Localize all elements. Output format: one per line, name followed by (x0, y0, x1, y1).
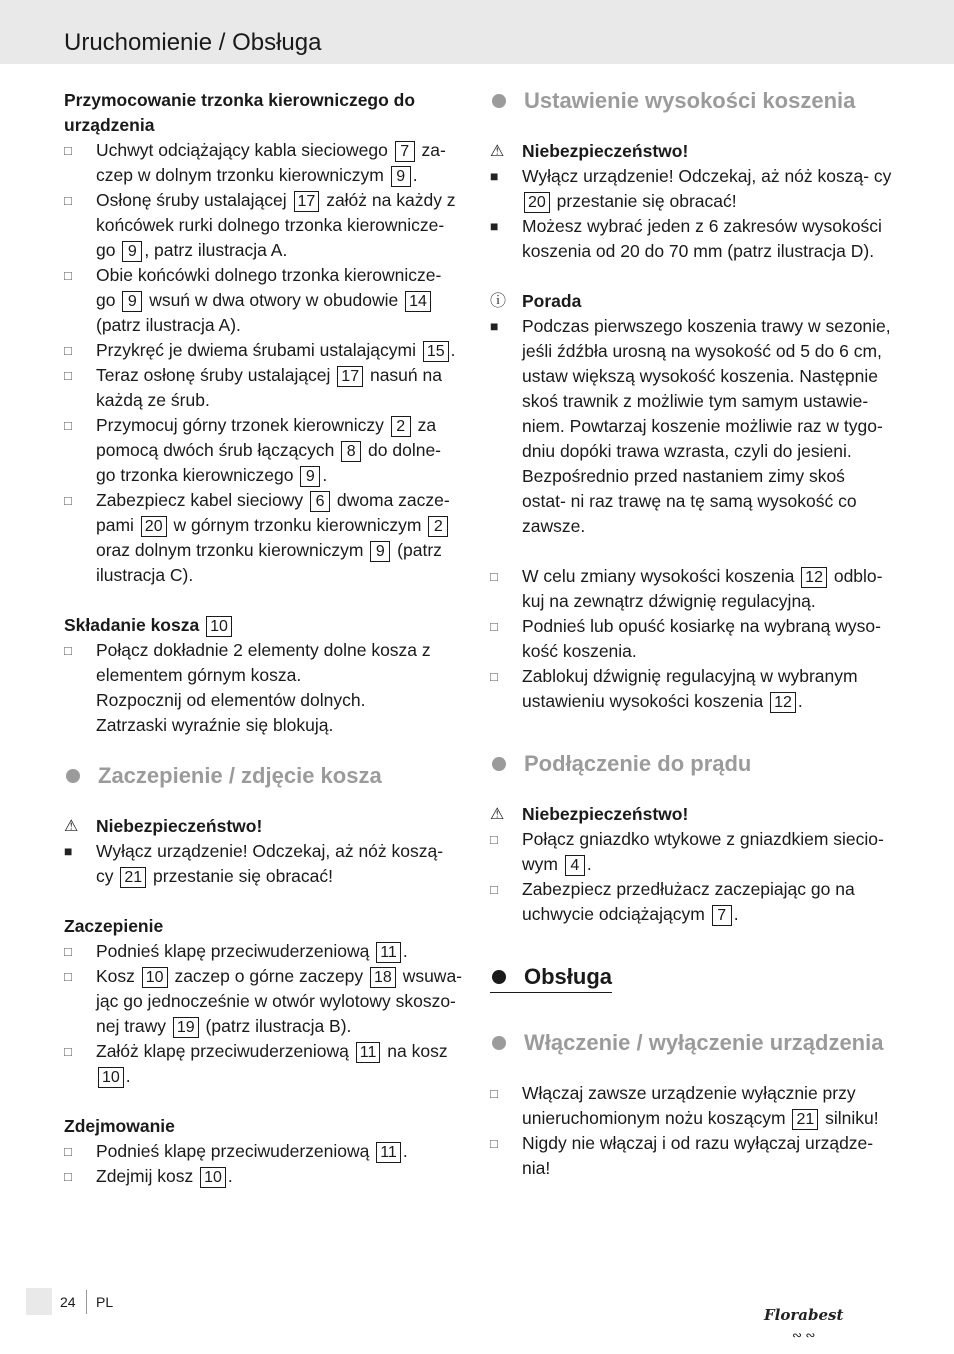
item-text: w górnym trzonku kierowniczym (168, 515, 427, 535)
item-text: Zdejmij kosz (96, 1166, 199, 1186)
hook-section-heading: Zaczepienie / zdjęcie kosza (64, 763, 464, 789)
ref-number: 11 (376, 942, 401, 963)
item-text: . (733, 904, 739, 924)
list-item (64, 263, 464, 338)
list-item: ■ Możesz wybrać jeden z 6 zakresów wysokości koszenia od 20 do 70 mm (patrz ilustracja D). (490, 214, 892, 264)
checkbox-square-icon: □ (64, 343, 72, 358)
ref-number: 15 (423, 341, 449, 362)
checkbox-square-icon: □ (64, 643, 72, 658)
item-text: za- czep w dolnym trzonku kierowniczym (96, 140, 446, 185)
checkbox-square-icon: □ (64, 969, 72, 984)
item-text: . (586, 854, 592, 874)
onoff-list (490, 1081, 892, 1181)
mount-subheading: Przymocowanie trzonka kierowniczego do urządzenia (64, 90, 416, 135)
height-steps-list (490, 564, 892, 714)
item-text: na kosz (382, 1041, 448, 1061)
section-bullet-icon (66, 769, 80, 783)
list-item (490, 877, 892, 927)
basket-title: Składanie kosza (64, 615, 200, 635)
basket-step-3: Zatrzaski wyraźnie się blokują. (96, 715, 334, 735)
item-text: (patrz ilustracja C). (96, 540, 442, 585)
tip-item: ■ Podczas pierwszego koszenia trawy w sezonie, jeśli źdźbła urosną na wysokość od 5 do 6 cm, ustaw większą wysokość koszenia. Następnie skoś trawnik z możliwie tym samym ustawie- niem. Powtarzaj koszenie możliwie raz w tygo- dniu dopóki trawa wzrasta, czyli do jesieni. Bezpośrednio przed nastaniem zimy skoś ostat- ni raz trawę na tę samą wysokość co zawsze. (490, 314, 892, 539)
checkbox-square-icon: □ (490, 569, 498, 584)
right-column (490, 88, 892, 1181)
ref-number: 2 (391, 416, 411, 437)
language-code: PL (96, 1294, 114, 1310)
item-text: nasuń na każdą ze śrub. (96, 365, 442, 410)
attach-subheading: Zaczepienie (64, 916, 164, 936)
checkbox-square-icon: □ (490, 1136, 498, 1151)
attach-list (64, 939, 464, 1089)
checkbox-square-icon: □ (64, 944, 72, 959)
list-item (64, 488, 464, 588)
checkbox-square-icon: □ (64, 368, 72, 383)
page-number: 24 (60, 1294, 76, 1310)
list-item (64, 939, 464, 964)
ref-number: 12 (770, 692, 796, 713)
operation-section-heading: Obsługa (490, 964, 612, 993)
item-text: Zablokuj dźwignię regulacyjną w wybranym ustawieniu wysokości koszenia (522, 666, 858, 711)
item-text: Podnieś klapę przeciwuderzeniową (96, 941, 375, 961)
section-bullet-icon (492, 94, 506, 108)
list-item (64, 338, 464, 363)
list-item (64, 1039, 464, 1089)
list-item (64, 839, 464, 889)
item-text: oraz dolnym trzonku kierowniczym (96, 540, 369, 560)
item-text: Zabezpiecz przedłużacz zaczepiając go na uchwycie odciążającym (522, 879, 855, 924)
list-item (490, 664, 892, 714)
remove-subheading: Zdejmowanie (64, 1116, 175, 1136)
checkbox-square-icon: □ (64, 268, 72, 283)
item-text: W celu zmiany wysokości koszenia (522, 566, 800, 586)
item-text: Połącz gniazdko wtykowe z gniazdkiem siecio- wym (522, 829, 884, 874)
item-text: załóż na każdy z końcówek rurki dolnego trzonka kierownicze- go (96, 190, 456, 260)
checkbox-square-icon: □ (490, 882, 498, 897)
item-text: dwoma zacze- pami (96, 490, 450, 535)
item-text: Włączaj zawsze urządzenie wyłącznie przy unieruchomionym nożu koszącym (522, 1083, 856, 1128)
brand-logo: Florabest (764, 1306, 844, 1324)
checkbox-square-icon: □ (64, 1044, 72, 1059)
item-text: Teraz osłonę śruby ustalającej (96, 365, 336, 385)
list-item (490, 164, 892, 214)
basket-step-1: Połącz dokładnie 2 elementy dolne kosza z elementem górnym kosza. (96, 640, 431, 685)
list-item (490, 564, 892, 614)
checkbox-square-icon: □ (490, 1086, 498, 1101)
basket-ref-number: 10 (206, 616, 232, 637)
list-item (64, 188, 464, 263)
filled-square-icon: ■ (490, 318, 499, 334)
list-item (490, 1131, 892, 1181)
page-title: Uruchomienie / Obsługa (64, 29, 322, 56)
ref-number: 14 (405, 291, 431, 312)
ref-number: 11 (356, 1042, 381, 1063)
item-text: Uchwyt odciążający kabla sieciowego (96, 140, 393, 160)
item-text: odblo- kuj na zewnątrz dźwignię regulacyjną. (522, 566, 883, 611)
ref-number: 20 (141, 516, 167, 537)
checkbox-square-icon: □ (64, 493, 72, 508)
filled-square-icon: ■ (490, 218, 499, 234)
list-item (490, 1081, 892, 1131)
tip-heading: ⓘ Porada (490, 289, 892, 314)
item-text: . (402, 1141, 408, 1161)
list-item (64, 1139, 464, 1164)
footer-page-box (26, 1288, 52, 1315)
list-item (490, 827, 892, 877)
ref-number: 11 (376, 1142, 401, 1163)
ref-number: 10 (200, 1167, 226, 1188)
item-text: Przykręć je dwiema śrubami ustalającymi (96, 340, 421, 360)
list-item (490, 614, 892, 664)
item-text: (patrz ilustracja A). (96, 315, 241, 335)
ref-number: 17 (337, 366, 363, 387)
section-bullet-icon (492, 970, 506, 984)
checkbox-square-icon: □ (64, 418, 72, 433)
item-text: Obie końcówki dolnego trzonka kierownicze- go (96, 265, 442, 310)
filled-square-icon: ■ (64, 843, 73, 859)
ref-number: 7 (712, 905, 732, 926)
warning-triangle-icon: ⚠ (64, 818, 79, 835)
section-bullet-icon (492, 757, 506, 771)
item-text: . (402, 941, 408, 961)
height-warning-list (490, 164, 892, 214)
ref-number: 19 (173, 1017, 199, 1038)
hook-warning: ⚠ Niebezpieczeństwo! (64, 814, 464, 839)
list-item (64, 138, 464, 188)
item-text: Zabezpiecz kabel sieciowy (96, 490, 309, 510)
item-text: . (412, 165, 418, 185)
left-column (64, 88, 464, 1189)
power-list (490, 827, 892, 927)
ref-number: 2 (428, 516, 448, 537)
mount-list (64, 138, 464, 588)
ref-number: 9 (300, 466, 320, 487)
item-text: przestanie się obracać! (551, 191, 737, 211)
ref-number: 7 (395, 141, 415, 162)
checkbox-square-icon: □ (64, 1144, 72, 1159)
list-item (64, 964, 464, 1039)
item-text: Kosz (96, 966, 140, 986)
item-text: zaczep o górne zaczepy (169, 966, 369, 986)
section-bullet-icon (492, 1036, 506, 1050)
height-section-heading: Ustawienie wysokości koszenia (490, 88, 892, 114)
logo-swirl-icon: ∾ ∾ (792, 1328, 816, 1342)
item-text: . (450, 340, 456, 360)
item-text: . (797, 691, 803, 711)
hook-warning-list (64, 839, 464, 889)
checkbox-square-icon: □ (490, 669, 498, 684)
ref-number: 6 (310, 491, 330, 512)
item-text: wsuwa- jąc go jednocześnie w otwór wylotowy skoszo- nej trawy (96, 966, 463, 1036)
item-text: wsuń w dwa otwory w obudowie (144, 290, 404, 310)
item-text: . (322, 465, 328, 485)
item-text: Wyłącz urządzenie! Odczekaj, aż nóż koszą- cy (522, 166, 892, 186)
ref-number: 9 (370, 541, 390, 562)
item-text: silniku! (820, 1108, 879, 1128)
ref-number: 9 (391, 166, 411, 187)
ref-number: 4 (565, 855, 585, 876)
ref-number: 10 (98, 1067, 124, 1088)
item-text: Wyłącz urządzenie! Odczekaj, aż nóż koszą- cy (96, 841, 444, 886)
ref-number: 9 (122, 241, 142, 262)
list-item (64, 363, 464, 413)
item-text: . (227, 1166, 233, 1186)
item-text: Podnieś klapę przeciwuderzeniową (96, 1141, 375, 1161)
checkbox-square-icon: □ (64, 193, 72, 208)
basket-step-2: Rozpocznij od elementów dolnych. (96, 690, 366, 710)
item-text: Nigdy nie włączaj i od razu wyłączaj urządze- nia! (522, 1133, 874, 1178)
checkbox-square-icon: □ (64, 1169, 72, 1184)
list-item (64, 1164, 464, 1189)
checkbox-square-icon: □ (64, 143, 72, 158)
item-text: (patrz ilustracja B). (200, 1016, 352, 1036)
warning-triangle-icon: ⚠ (490, 806, 505, 823)
power-section-heading: Podłączenie do prądu (490, 751, 892, 777)
item-text: . (125, 1066, 131, 1086)
ref-number: 20 (524, 192, 550, 213)
item-text: , patrz ilustracja A. (144, 240, 288, 260)
remove-list (64, 1139, 464, 1189)
tip-exclamation-icon: ⓘ (490, 293, 507, 310)
height-warning: ⚠ Niebezpieczeństwo! (490, 139, 892, 164)
checkbox-square-icon: □ (490, 832, 498, 847)
ref-number: 18 (370, 967, 396, 988)
ref-number: 12 (801, 567, 827, 588)
item-text: za pomocą dwóch śrub łączących (96, 415, 437, 460)
ref-number: 21 (120, 867, 146, 888)
basket-subheading (64, 613, 464, 638)
ref-number: 17 (294, 191, 320, 212)
item-text: do dolne- go trzonka kierowniczego (96, 440, 442, 485)
ref-number: 9 (122, 291, 142, 312)
ref-number: 8 (341, 441, 361, 462)
ref-number: 10 (142, 967, 168, 988)
warning-triangle-icon: ⚠ (490, 143, 505, 160)
item-text: Przymocuj górny trzonek kierowniczy (96, 415, 389, 435)
ref-number: 21 (792, 1109, 818, 1130)
list-item (64, 413, 464, 488)
list-item (64, 638, 464, 738)
checkbox-square-icon: □ (490, 619, 498, 634)
footer-divider (86, 1290, 87, 1314)
power-warning: ⚠ Niebezpieczeństwo! (490, 802, 892, 827)
item-text: przestanie się obracać! (148, 866, 333, 886)
filled-square-icon: ■ (490, 168, 499, 184)
onoff-section-heading: Włączenie / wyłączenie urządzenia (490, 1030, 892, 1056)
item-text: Osłonę śruby ustalającej (96, 190, 292, 210)
item-text: Załóż klapę przeciwuderzeniową (96, 1041, 354, 1061)
item-text: Podnieś lub opuść kosiarkę na wybraną wyso- kość koszenia. (522, 616, 881, 661)
